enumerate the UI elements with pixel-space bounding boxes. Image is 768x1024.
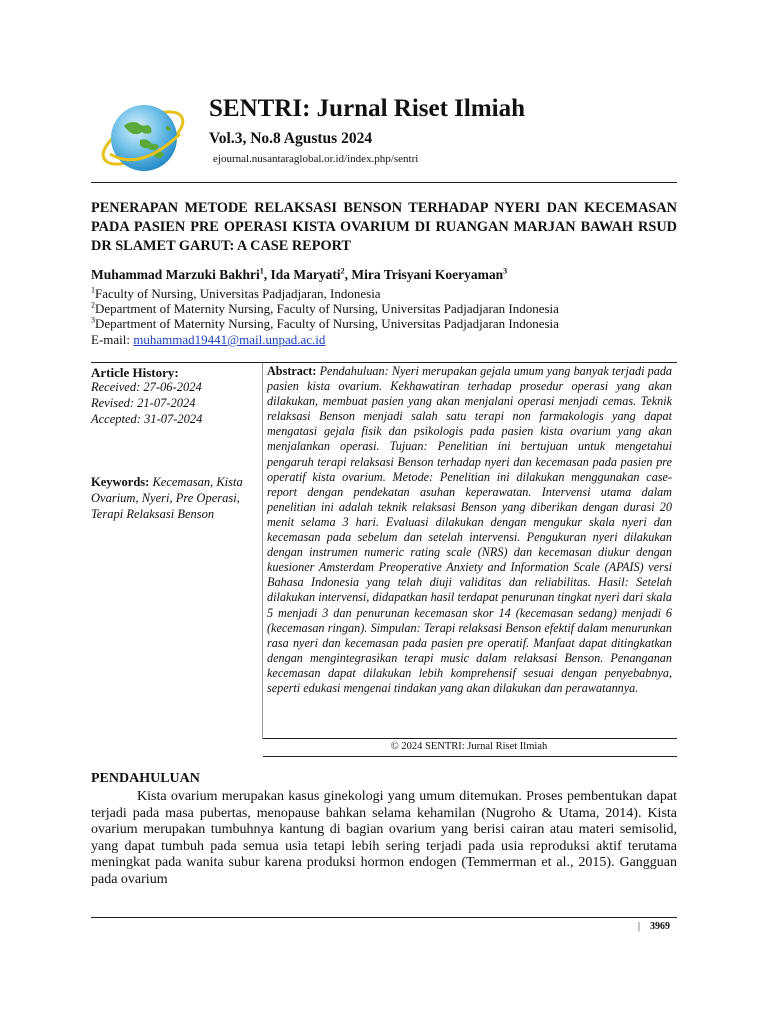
affiliation-mark: 2 bbox=[91, 300, 95, 310]
footer-separator: | bbox=[638, 921, 641, 932]
abstract-label: Abstract: bbox=[267, 364, 317, 378]
author-name: Muhammad Marzuki Bakhri bbox=[91, 267, 260, 282]
copyright-bottom-rule bbox=[263, 756, 677, 757]
affiliation bbox=[91, 286, 381, 302]
abstract-divider bbox=[262, 363, 263, 739]
keywords-text: Kecemasan, Kista Ovarium, Nyeri, Pre Operasi, Terapi Relaksasi Benson bbox=[91, 475, 243, 521]
article-title: PENERAPAN METODE RELAKSASI BENSON TERHADAP NYERI DAN KECEMASAN PADA PASIEN PRE OPERASI KISTA OVARIUM DI RUANGAN MARJAN BAWAH RSUD DR SLAMET GARUT: A CASE REPORT bbox=[91, 200, 677, 254]
globe-orbit-logo-icon bbox=[96, 96, 190, 176]
info-top-rule bbox=[91, 362, 677, 363]
email-link[interactable]: muhammad19441@mail.unpad.ac.id bbox=[133, 332, 326, 347]
header-rule bbox=[91, 182, 677, 183]
affiliation-text: Department of Maternity Nursing, Faculty of Nursing, Universitas Padjadjaran Indonesia bbox=[95, 301, 559, 316]
journal-url[interactable]: ejournal.nusantaraglobal.or.id/index.php/sentri bbox=[213, 153, 419, 165]
affiliation-mark: 3 bbox=[91, 315, 95, 325]
journal-logo bbox=[96, 96, 190, 176]
article-history-heading: Article History: bbox=[91, 365, 179, 380]
abstract-bottom-rule bbox=[263, 738, 677, 739]
author-name: Ida Maryati bbox=[270, 267, 341, 282]
author-separator: , bbox=[263, 267, 271, 282]
author-name: Mira Trisyani Koeryaman bbox=[351, 267, 504, 282]
footer-rule bbox=[91, 917, 677, 918]
affiliation-text: Faculty of Nursing, Universitas Padjadjaran, Indonesia bbox=[95, 286, 381, 301]
author-separator: , bbox=[344, 267, 352, 282]
keywords-label: Keywords: bbox=[91, 475, 150, 489]
affiliation-mark: 1 bbox=[91, 285, 95, 295]
author-list bbox=[91, 267, 507, 283]
accepted-date: Accepted: 31-07-2024 bbox=[91, 412, 203, 426]
journal-issue: Vol.3, No.8 Agustus 2024 bbox=[209, 130, 373, 147]
author-affiliation-mark: 3 bbox=[503, 266, 508, 276]
intro-paragraph: Kista ovarium merupakan kasus ginekologi yang umum ditemukan. Proses pembentukan dapat terjadi pada masa pubertas, menopause bahkan selama kehamilan (Nugroho & Utama, 2014). Kista ovarium merupakan tumbuhnya kantung di bagian ovarium yang berisi cairan atau materi semisolid, yang dapat tumbuh pada semua usia tetapi lebih sering terjadi pada usia reproduksi aktif terutama meningkat pada wanita subur karena produksi hormon endogen (Temmerman et al., 2015). Gangguan pada ovarium bbox=[91, 789, 677, 887]
abstract-text: Pendahuluan: Nyeri merupakan gejala umum yang banyak terjadi pada pasien kista ovarium. Kekhawatiran terhadap prosedur operasi yang akan dilakukan, membuat pasien yang akan menjalani operasi menjadi cemas. Teknik relaksasi Benson menjadi salah satu terapi non farmakologis yang dapat mengatasi gejala fisik dan psikologis pada pasien kista ovarium yang akan menjalankan operasi. Tujuan: Penelitian ini bertujuan untuk mengetahui pengaruh terapi relaksasi Benson terhadap nyeri dan kecemasan pada pasien pre operatif kista ovarium. Metode: Penelitian ini dilakukan menggunakan case-report dengan pendekatan asuhan keperawatan. Intervensi utama dalam penelitian ini adalah teknik relaksasi Benson yang diberikan dengan durasi 20 menit selama 3 hari. Evaluasi dilakukan dengan mengukur skala nyeri dan kecemasan pada sebelum dan setelah intervensi. Pengukuran nyeri dilakukan dengan instrumen numeric rating scale (NRS) dan kecemasan diukur dengan kuesioner Amsterdam Preoperative Anxiety and Information Scale (APAIS) versi Bahasa Indonesia yang telah diuji validitas dan reliabilitas. Hasil: Setelah dilakukan intervensi, didapatkan hasil terdapat penurunan tingkat nyeri dari skala 5 menjadi 3 dan penurunan kecemasan skor 14 (kecemasan sedang) menjadi 6 (kecemasan ringan). Simpulan: Terapi relaksasi Benson efektif dalam menurunkan rasa nyeri dan kecemasan pada pasien pre operatif. Manfaat dapat ditingkatkan dengan mengintegrasikan terapi music dalam relaksasi Benson. Penanganan kecemasan dapat dilakukan lebih komprehensif sesuai dengan penyebabnya, seperti edukasi mengenai tindakan yang akan dilakukan dan perawatannya. bbox=[267, 364, 673, 695]
revised-date: Revised: 21-07-2024 bbox=[91, 396, 196, 410]
page-footer bbox=[638, 921, 670, 932]
page-number: 3969 bbox=[650, 921, 671, 932]
affiliation bbox=[91, 301, 559, 317]
keywords bbox=[91, 474, 251, 522]
affiliation-text: Department of Maternity Nursing, Faculty of Nursing, Universitas Padjadjaran Indonesia bbox=[95, 316, 559, 331]
received-date: Received: 27-06-2024 bbox=[91, 380, 202, 394]
copyright-notice: © 2024 SENTRI: Jurnal Riset Ilmiah bbox=[390, 741, 548, 752]
abstract bbox=[267, 364, 672, 696]
contact-email bbox=[91, 332, 325, 348]
affiliation bbox=[91, 316, 559, 332]
email-label: E-mail: bbox=[91, 332, 130, 347]
author-affiliation-mark: 1 bbox=[259, 266, 264, 276]
journal-title: SENTRI: Jurnal Riset Ilmiah bbox=[209, 95, 526, 122]
section-heading: PENDAHULUAN bbox=[91, 771, 200, 786]
author-affiliation-mark: 2 bbox=[340, 266, 345, 276]
